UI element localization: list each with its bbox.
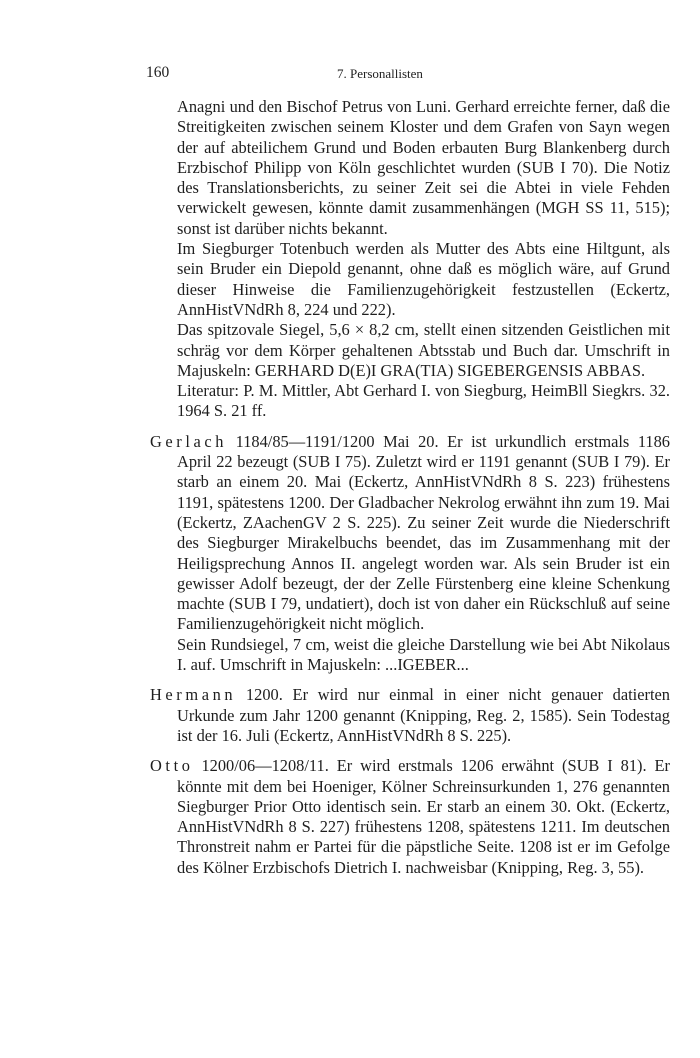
entry-body: 1200. Er wird nur einmal in einer nicht genauer datierten Urkunde zum Jahr 1200 genannt (Knipping, Reg. 2, 1585). Sein Todestag ist der 16. Juli (Eckertz, AnnHistVNdRh 8 S. 225).: [177, 685, 670, 745]
paragraph: Das spitzovale Siegel, 5,6 × 8,2 cm, stellt einen sitzenden Geistlichen mit schräg vor dem Körper gehaltenen Abtsstab und Buch dar. Umschrift in Majuskeln: GERHARD D(E)I GRA(TIA) SIGEBERGENSIS ABBAS.: [177, 320, 670, 380]
entry-hermann: [150, 685, 670, 746]
entry-text: [150, 431, 670, 635]
entry-name: Gerlach: [150, 431, 228, 451]
paragraph: Literatur: P. M. Mittler, Abt Gerhard I. von Siegburg, HeimBll Siegkrs. 32. 1964 S. 21 ff.: [177, 381, 670, 421]
page-number: 160: [146, 64, 170, 81]
entry-text: [150, 685, 670, 746]
entry-otto: [150, 756, 670, 878]
paragraph: Anagni und den Bischof Petrus von Luni. Gerhard erreichte ferner, daß die Streitigkeiten zwischen seinem Kloster und dem Grafen von Sayn wegen der auf abteilichem Grund und Boden erbauten Burg Blankenberg durch Erzbischof Philipp von Köln geschlichtet wurden (SUB I 70). Die Notiz des Translationsberichts, zu seiner Zeit sei die Abtei in viele Fehden verwickelt gewesen, könnte damit zusammenhängen (MGH SS 11, 515); sonst ist darüber nichts bekannt.: [177, 97, 670, 238]
paragraph: Sein Rundsiegel, 7 cm, weist die gleiche Darstellung wie bei Abt Nikolaus I. auf. Umschrift in Majuskeln: ...IGEBER...: [177, 634, 670, 675]
entry-gerlach: [150, 432, 670, 676]
entry-name: Hermann: [150, 685, 237, 705]
entry-name: Otto: [150, 756, 194, 776]
main-text: [150, 97, 670, 878]
entry-text: [150, 756, 670, 878]
running-head: 7. Personallisten: [337, 66, 423, 81]
entry-body: 1200/06—1208/11. Er wird erstmals 1206 erwähnt (SUB I 81). Er könnte mit dem bei Hoeniger, Kölner Schreinsurkunden 1, 276 genannten Siegburger Prior Otto identisch sein. Er starb an einem 30. Okt. (Eckertz, AnnHistVNdRh 8 S. 227) frühestens 1208, spätestens 1211. Im deutschen Thronstreit nahm er Partei für die päpstliche Seite. 1208 ist er im Gefolge des Kölner Erzbischofs Dietrich I. nachweisbar (Knipping, Reg. 3, 55).: [177, 756, 670, 877]
paragraph: Im Siegburger Totenbuch werden als Mutter des Abts eine Hiltgunt, als sein Bruder ein Diepold genannt, ohne daß es möglich wäre, auf Grund dieser Hinweise die Familienzugehörigkeit festzustellen (Eckertz, AnnHistVNdRh 8, 224 und 222).: [177, 239, 670, 319]
entry-body: 1184/85—1191/1200 Mai 20. Er ist urkundlich erstmals 1186 April 22 bezeugt (SUB I 75). Zuletzt wird er 1191 genannt (SUB I 79). Er starb an einem 20. Mai (Eckertz, AnnHistVNdRh 8 S. 223) frühestens 1191, spätestens 1200. Der Gladbacher Nekrolog erwähnt ihn zum 19. Mai (Eckertz, ZAachenGV 2 S. 225). Zu seiner Zeit wurde die Niederschrift des Siegburger Mirakelbuchs beendet, das im Zusammenhang mit der Heiligsprechung Annos II. angelegt worden war. Als sein Bruder ist ein gewisser Adolf bezeugt, der der Zelle Fürstenberg eine kleine Schenkung machte (SUB I 79, undatiert), doch ist von daher ein Rückschluß auf seine Familienzugehörigkeit nicht möglich.: [177, 431, 670, 634]
